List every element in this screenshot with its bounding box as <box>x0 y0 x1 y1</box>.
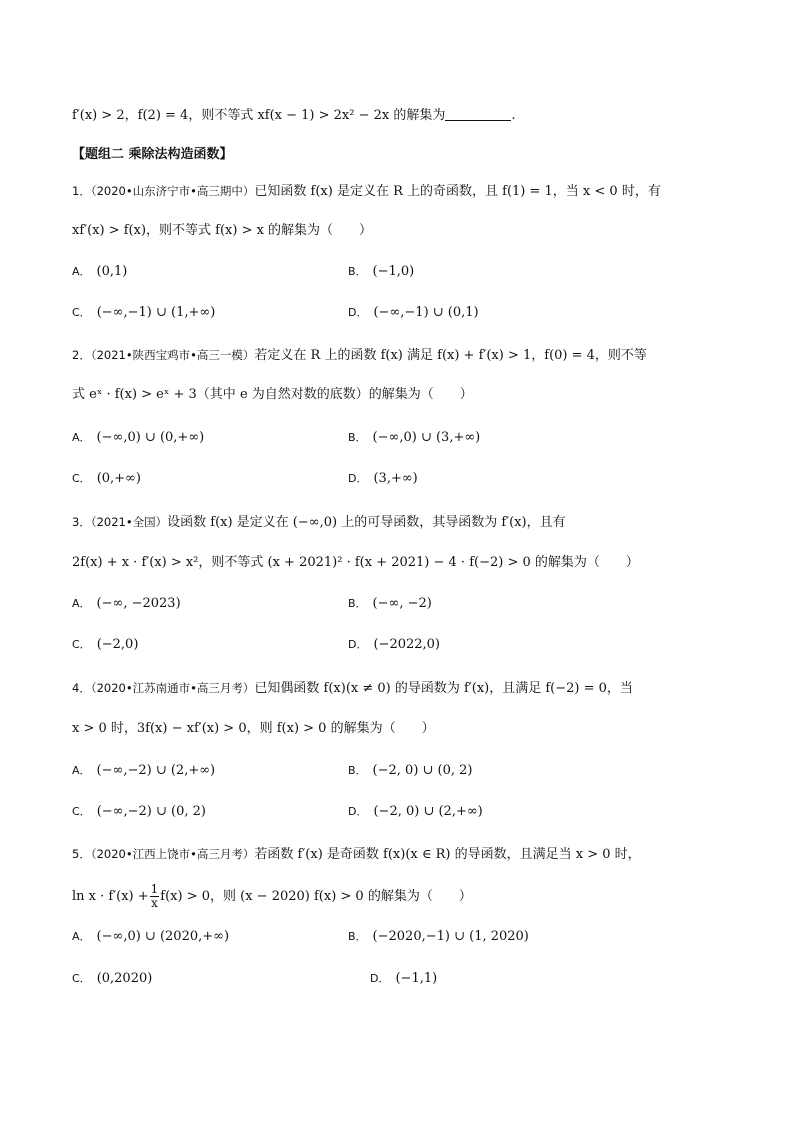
q2-stem-1: 若定义在 R 上的函数 f(x) 满足 f(x) + f′(x) > 1，f(0) = 4，则不等 <box>254 348 647 363</box>
intro-tail: . <box>511 108 516 123</box>
q1-option-b: B． (−1,0) <box>348 264 415 279</box>
q2-line2: 式 eˣ · f(x) > eˣ + 3（其中 e 为自然对数的底数）的解集为（ ） <box>72 387 473 402</box>
q5-option-a: A． (−∞,0) ∪ (2020,+∞) <box>72 929 230 944</box>
q2-option-c: C． (0,+∞) <box>72 471 141 486</box>
q5-stem-2a: ln x · f′(x) + <box>72 889 149 904</box>
q5-line2 <box>72 883 734 911</box>
q4-option-a: A． (−∞,−2) ∪ (2,+∞) <box>72 763 216 778</box>
q3-option-a: A． (−∞, −2023) <box>72 596 181 611</box>
group-heading: 【题组二 乘除法构造函数】 <box>72 147 233 162</box>
intro-text: f′(x) > 2，f(2) = 4，则不等式 xf(x − 1) > 2x² − 2x 的解集为 <box>72 108 446 123</box>
q1-source: 1．（2020•山东济宁市•高三期中） <box>72 184 255 198</box>
q1-option-a: A． (0,1) <box>72 264 128 279</box>
q1-option-c: C． (−∞,−1) ∪ (1,+∞) <box>72 305 216 320</box>
q2-option-b: B． (−∞,0) ∪ (3,+∞) <box>348 430 481 445</box>
q5-option-c: C． (0,2020) <box>72 971 153 986</box>
q3-source: 3．（2021•全国） <box>72 515 168 529</box>
q5-stem-1: 若函数 f′(x) 是奇函数 f(x)(x ∈ R) 的导函数，且满足当 x > 0 时， <box>254 847 641 862</box>
fraction-one-over-x: $\frac{1}{x}$ <box>150 882 159 910</box>
q3-option-d: D． (−2022,0) <box>348 637 441 652</box>
answer-blank <box>445 106 511 121</box>
q1-stem-1: 已知函数 f(x) 是定义在 R 上的奇函数，且 f(1) = 1，当 x < 0 时，有 <box>254 184 661 199</box>
q3-stem-1: 设函数 f(x) 是定义在 (−∞,0) 上的可导函数，其导函数为 f′(x)，且有 <box>167 515 566 530</box>
q3-option-b: B． (−∞, −2) <box>348 596 432 611</box>
q2-option-d: D． (3,+∞) <box>348 471 418 486</box>
q4-line1 <box>72 678 734 699</box>
q4-stem-1: 已知偶函数 f(x)(x ≠ 0) 的导函数为 f′(x)，且满足 f(−2) = 0，当 <box>254 681 633 696</box>
q5-option-d: D． (−1,1) <box>370 971 438 986</box>
q5-source: 5．（2020•江西上饶市•高三月考） <box>72 847 255 861</box>
q4-line2: x > 0 时，3f(x) − xf′(x) > 0，则 f(x) > 0 的解集为（ ） <box>72 721 435 736</box>
q4-option-c: C． (−∞,−2) ∪ (0, 2) <box>72 804 206 819</box>
q3-line1 <box>72 512 734 533</box>
q4-source: 4．（2020•江苏南通市•高三月考） <box>72 681 255 695</box>
q3-line2: 2f(x) + x · f′(x) > x²，则不等式 (x + 2021)² · f(x + 2021) − 4 · f(−2) > 0 的解集为（ ） <box>72 555 639 570</box>
q5-option-b: B． (−2020,−1) ∪ (1, 2020) <box>348 929 529 944</box>
q1-option-d: D． (−∞,−1) ∪ (0,1) <box>348 305 479 320</box>
q3-option-c: C． (−2,0) <box>72 637 139 652</box>
q5-line1 <box>72 844 734 865</box>
q5-stem-2b: f(x) > 0，则 (x − 2020) f(x) > 0 的解集为（ ） <box>160 889 472 904</box>
q1-line2: xf′(x) > f(x)，则不等式 f(x) > x 的解集为（ ） <box>72 223 373 238</box>
q2-line1 <box>72 345 734 366</box>
q4-option-b: B． (−2, 0) ∪ (0, 2) <box>348 763 473 778</box>
intro-line <box>72 106 734 126</box>
q1-line1 <box>72 181 734 202</box>
q4-option-d: D． (−2, 0) ∪ (2,+∞) <box>348 804 483 819</box>
q2-source: 2．（2021•陕西宝鸡市•高三一模） <box>72 348 255 362</box>
q2-option-a: A． (−∞,0) ∪ (0,+∞) <box>72 430 205 445</box>
